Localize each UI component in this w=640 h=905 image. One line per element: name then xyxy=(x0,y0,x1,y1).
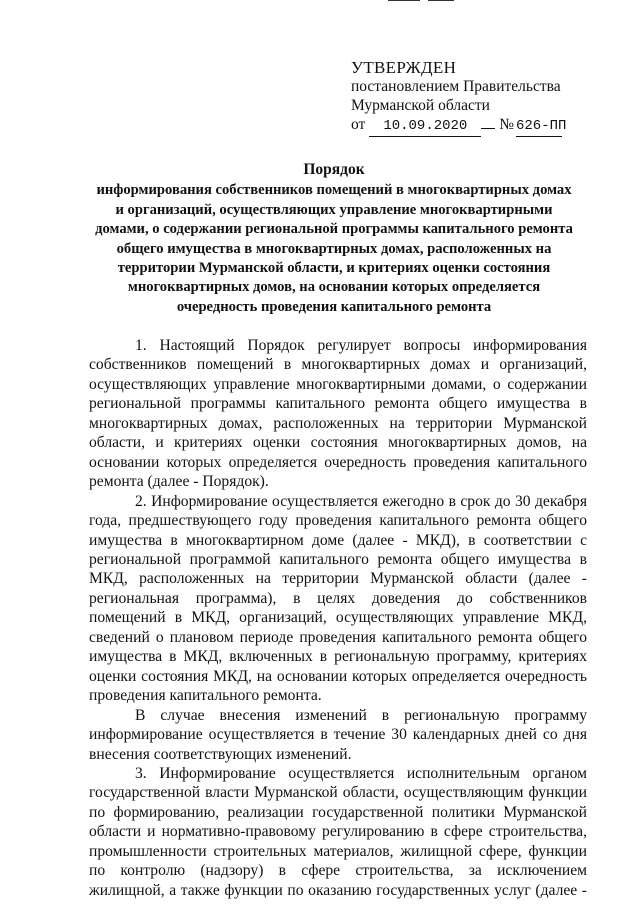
title-main: Порядок xyxy=(303,161,365,178)
paragraph-1: 1. Настоящий Порядок регулирует вопросы информирования собственников помещений в многоквартирных домах и организаций, осуществляющих управление многоквартирными домами, о содержании региональной программы капитального ремонта общего имущества в многоквартирных домах, расположенных на территории Мурманской области, и критериях оценки состояния многоквартирных домов, на основании которых определяется очередность проведения капитального ремонта (далее - Порядок). xyxy=(89,337,587,491)
date-prefix: от xyxy=(351,116,366,133)
scan-mark xyxy=(428,0,454,1)
underline-gap xyxy=(481,128,495,129)
title-subtitle: информирования собственников помещений в многоквартирных домах и организаций, осуществляющих управление многоквартирными домами, о содержании региональной программы капитального ремонта общего имущества в многоквартирных домах, расположенных на территории Мурманской области, и критериях оценки состояния многоквартирных домов, на основании которых определяется очередность проведения капитального ремонта xyxy=(95,182,573,315)
approval-date-row xyxy=(351,115,611,137)
approval-number: 626-ПП xyxy=(516,117,562,137)
paragraph-2-note: В случае внесения изменений в региональную программу информирование осуществляется в течение 30 календарных дней со дня внесения соответствующих изменений. xyxy=(89,706,587,763)
approval-date: 10.09.2020 xyxy=(369,117,481,137)
document-body xyxy=(89,336,587,900)
approval-line-2: Мурманской области xyxy=(351,97,490,114)
number-prefix: № xyxy=(499,116,514,133)
scan-mark xyxy=(388,0,420,1)
paragraph-2: 2. Информирование осуществляется ежегодно в срок до 30 декабря года, предшествующего году проведения капитального ремонта общего имущества в многоквартирном доме (далее - МКД), в соответствии с региональной программой капитального ремонта общего имущества в МКД, расположенных на территории Мурманской области (далее - региональная программа), в целях доведения до собственников помещений в МКД, организаций, осуществляющих управление МКД, сведений о плановом периоде проведения капитального ремонта общего имущества в МКД, включенных в региональную программу, критериях оценки состояния МКД, на основании которых определяется очередность проведения капитального ремонта. xyxy=(89,492,587,705)
paragraph-3: 3. Информирование осуществляется исполнительным органом государственной власти Мурманской области, осуществляющим функции по формированию, реализации государственной политики Мурманской области и нормативно-правовому регулированию в сфере строительства, промышленности строительных материалов, жилищной сфере, функции по контролю (надзору) в сфере строительства, за исключением жилищной, а также функции по оказанию государственных услуг (далее - xyxy=(89,764,587,899)
approval-stamp xyxy=(351,58,611,137)
document-title xyxy=(92,160,576,317)
approval-heading: УТВЕРЖДЕН xyxy=(351,58,457,77)
approval-line-1: постановлением Правительства xyxy=(351,78,561,95)
